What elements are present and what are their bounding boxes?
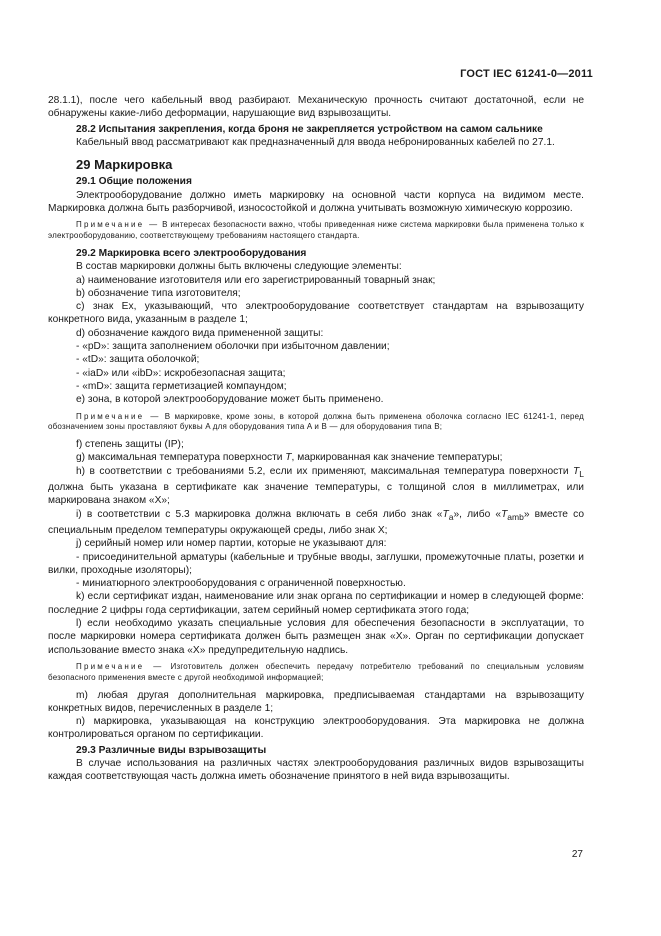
subscript: amb xyxy=(507,511,524,522)
text-run: g) максимальная температура поверхности xyxy=(76,452,283,464)
list-item: - «tD»: защита оболочкой; xyxy=(76,354,200,366)
list-item: f) степень защиты (IP); xyxy=(76,439,184,451)
subsection-heading: 29.1 Общие положения xyxy=(76,176,192,188)
note xyxy=(48,662,584,684)
list-item: - миниатюрного электрооборудования с ограниченной поверхностью. xyxy=(76,578,406,590)
note-label: Примечание — xyxy=(76,661,164,671)
subsection-heading: 29.2 Маркировка всего электрооборудования xyxy=(76,247,307,259)
list-item xyxy=(48,451,584,464)
paragraph: 28.1.1), после чего кабельный ввод разбирают. Механическую прочность считают достаточной, если не обнаружены какие-либо деформации, нарушающие вид взрывозащиты. xyxy=(48,95,584,120)
note-label: Примечание — xyxy=(76,411,161,421)
text-run: h) в соответствии с требованиями 5.2, если их применяют, максимальная температура поверхности xyxy=(76,465,569,477)
list-item: j) серийный номер или номер партии, которые не указывают для: xyxy=(76,538,387,550)
list-item: - «iaD» или «ibD»: искробезопасная защита; xyxy=(76,367,286,379)
paragraph: Электрооборудование должно иметь маркировку на основной части корпуса на видимом месте. Маркировка должна быть разборчивой, износостойкой и должна учитывать возможную химическую коррозию. xyxy=(48,189,584,215)
symbol-t: T xyxy=(442,508,449,520)
note xyxy=(48,412,584,434)
note xyxy=(48,220,584,242)
list-item: k) если сертификат издан, наименование или знак органа по сертификации и номер в следующей форме: последние 2 цифры года сертификации, затем серийный номер сертификата этого года; xyxy=(48,591,584,616)
list-item: e) зона, в которой электрооборудование может быть применено. xyxy=(76,394,384,406)
page-number: 27 xyxy=(571,849,583,860)
text-run: i) в соответствии с 5.3 маркировка должна включать в себя либо знак « xyxy=(76,508,443,520)
list-item: c) знак Ex, указывающий, что электрооборудование соответствует стандартам на взрывозащиту конкретного вида, указанным в разделе 1; xyxy=(48,301,584,326)
note-text: В интересах безопасности важно, чтобы приведенная ниже система маркировки была применена только к электрооборудованию, соответствующему требованиям настоящего стандарта. xyxy=(48,220,584,241)
standard-header: ГОСТ IEC 61241-0—2011 xyxy=(460,68,593,80)
text-run: », либо « xyxy=(453,508,502,520)
list-item: m) любая другая дополнительная маркировка, предписываемая стандартами на взрывозащиту конкретных видов, перечисленных в разделе 1; xyxy=(48,689,584,714)
list-item: - присоединительной арматуры (кабельные и трубные вводы, заглушки, промежуточные платы, розетки и вилки, проходные изоляторы); xyxy=(48,551,584,576)
paragraph: Кабельный ввод рассматривают как предназначенный для ввода небронированных кабелей по 27.1. xyxy=(76,136,555,148)
subsection-heading: 29.3 Различные виды взрывозащиты xyxy=(76,744,267,756)
list-item xyxy=(48,465,584,508)
symbol-t: T xyxy=(501,508,508,520)
note-text: Изготовитель должен обеспечить передачу потребителю требований по специальным условиям безопасного применения вместе с другой необходимой информацией; xyxy=(48,661,584,682)
subscript: a xyxy=(448,511,454,522)
list-item: n) маркировка, указывающая на конструкцию электрооборудования. Эта маркировка не должна контролироваться органом по сертификации. xyxy=(48,716,584,741)
list-item: b) обозначение типа изготовителя; xyxy=(76,287,241,299)
document-body xyxy=(48,94,584,784)
text-run: » вместе со специальным пределом температуры окружающей среды, либо знак X; xyxy=(48,508,584,536)
list-item: l) если необходимо указать специальные условия для обеспечения безопасности в эксплуатации, то после маркировки номера сертификата должен быть размещен знак «X». Орган по сертификации допускает использование вместо знака «X» предупредительную надпись. xyxy=(48,618,584,656)
text-run: должна быть указана в сертификате как значение температуры, с толщиной слоя в миллиметрах, или маркирована знаком «X»; xyxy=(48,482,584,507)
subscript: L xyxy=(579,468,584,479)
subsection-heading: 28.2 Испытания закрепления, когда броня не закрепляется устройством на самом сальнике xyxy=(76,123,543,135)
symbol-t: T xyxy=(573,465,580,477)
list-item: d) обозначение каждого вида примененной защиты: xyxy=(76,327,324,339)
list-item: - «pD»: защита заполнением оболочки при избыточном давлении; xyxy=(76,341,390,353)
paragraph: В состав маркировки должны быть включены следующие элементы: xyxy=(76,261,402,273)
note-label: Примечание — xyxy=(76,220,160,230)
list-item: - «mD»: защита герметизацией компаундом; xyxy=(76,380,287,392)
note-text: В маркировке, кроме зоны, в которой должна быть применена оболочка согласно IEC 61241-1, перед обозначением зоны проставляют буквы A для оборудования типа A и B — для оборудования типа B; xyxy=(48,411,584,432)
section-heading: 29 Маркировка xyxy=(76,157,173,173)
list-item: a) наименование изготовителя или его зарегистрированный товарный знак; xyxy=(76,274,436,286)
paragraph: В случае использования на различных частях электрооборудования различных видов взрывозащиты каждая соответствующая часть должна иметь обозначение принятого в ней вида взрывозащиты. xyxy=(48,758,584,783)
text-run: , маркированная как значение температуры; xyxy=(291,452,503,464)
list-item xyxy=(48,508,584,538)
symbol-t: T xyxy=(285,452,292,464)
